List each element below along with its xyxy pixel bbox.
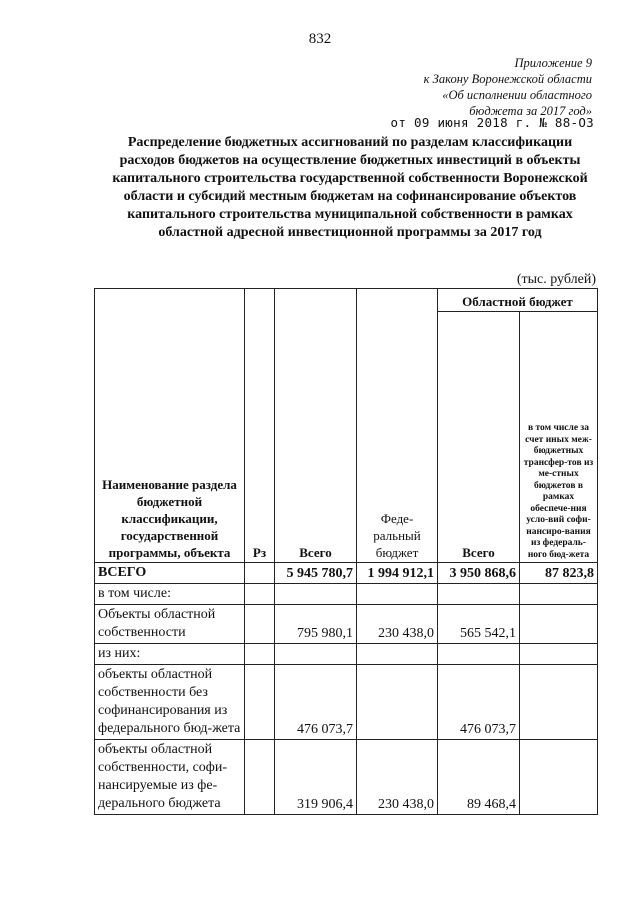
header-regional: Областной бюджет bbox=[438, 289, 598, 312]
row-total: 5 945 780,7 bbox=[275, 563, 357, 584]
appendix-line: Приложение 9 bbox=[514, 56, 592, 70]
row-regional-transfers: 87 823,8 bbox=[520, 563, 598, 584]
row-regional-transfers bbox=[520, 644, 598, 665]
row-regional-transfers bbox=[520, 740, 598, 815]
table-row bbox=[95, 563, 598, 584]
budget-table bbox=[94, 288, 598, 815]
law-reference: от 09 июня 2018 г. № 88-ОЗ bbox=[390, 115, 594, 130]
header-name: Наименование раздела бюджетной классификации, государственной программы, объекта bbox=[95, 289, 245, 563]
header-federal: Феде-ральный бюджет bbox=[357, 289, 438, 563]
row-name: ВСЕГО bbox=[95, 563, 245, 584]
row-federal bbox=[357, 644, 438, 665]
row-federal bbox=[357, 665, 438, 740]
row-regional-total: 565 542,1 bbox=[438, 605, 520, 644]
row-regional-total bbox=[438, 584, 520, 605]
appendix-line: «Об исполнении областного bbox=[442, 88, 592, 102]
row-rz bbox=[245, 563, 275, 584]
row-name: объекты областной собственности без софинансирования из федерального бюд-жета bbox=[95, 665, 245, 740]
row-total: 319 906,4 bbox=[275, 740, 357, 815]
header-total: Всего bbox=[275, 289, 357, 563]
appendix-line: к Закону Воронежской области bbox=[423, 72, 592, 86]
appendix-note bbox=[424, 55, 592, 119]
units-label: (тыс. рублей) bbox=[516, 272, 596, 287]
row-name: в том числе: bbox=[95, 584, 245, 605]
appendix-line: бюджета за 2017 год» bbox=[469, 104, 592, 118]
row-rz bbox=[245, 740, 275, 815]
row-total: 476 073,7 bbox=[275, 665, 357, 740]
row-name: Объекты областной собственности bbox=[95, 605, 245, 644]
row-regional-total: 89 468,4 bbox=[438, 740, 520, 815]
header-regional-transfers: в том числе за счет иных меж-бюджетных трансфер-тов из ме-стных бюджетов в рамках обеспече-ния усло-вий софи-нансиро-вания из федераль-ного бюд-жета bbox=[520, 312, 598, 563]
table-row bbox=[95, 584, 598, 605]
row-regional-transfers bbox=[520, 584, 598, 605]
header-rz: Рз bbox=[245, 289, 275, 563]
table-row bbox=[95, 665, 598, 740]
row-rz bbox=[245, 584, 275, 605]
document-title: Распределение бюджетных ассигнований по разделам классификации расходов бюджетов на осуществление бюджетных инвестиций в объекты капитального строительства государственной собственности Воронежской области и субсидий местным бюджетам на софинансирование объектов капитального строительства муниципальной собственности в рамках областной адресной инвестиционной программы за 2017 год bbox=[112, 135, 588, 240]
row-rz bbox=[245, 605, 275, 644]
row-regional-total: 3 950 868,6 bbox=[438, 563, 520, 584]
row-rz bbox=[245, 644, 275, 665]
header-regional-total: Всего bbox=[438, 312, 520, 563]
row-federal: 230 438,0 bbox=[357, 740, 438, 815]
row-total bbox=[275, 584, 357, 605]
row-regional-transfers bbox=[520, 665, 598, 740]
row-total bbox=[275, 644, 357, 665]
row-regional-transfers bbox=[520, 605, 598, 644]
row-name: из них: bbox=[95, 644, 245, 665]
row-federal: 1 994 912,1 bbox=[357, 563, 438, 584]
row-regional-total: 476 073,7 bbox=[438, 665, 520, 740]
page-number: 832 bbox=[308, 31, 332, 47]
row-rz bbox=[245, 665, 275, 740]
row-name: объекты областной собственности, софи-нансируемые из фе-дерального бюджета bbox=[95, 740, 245, 815]
row-federal: 230 438,0 bbox=[357, 605, 438, 644]
row-total: 795 980,1 bbox=[275, 605, 357, 644]
table-row bbox=[95, 605, 598, 644]
table-row bbox=[95, 644, 598, 665]
row-federal bbox=[357, 584, 438, 605]
table-row bbox=[95, 740, 598, 815]
header-row bbox=[95, 289, 598, 312]
row-regional-total bbox=[438, 644, 520, 665]
